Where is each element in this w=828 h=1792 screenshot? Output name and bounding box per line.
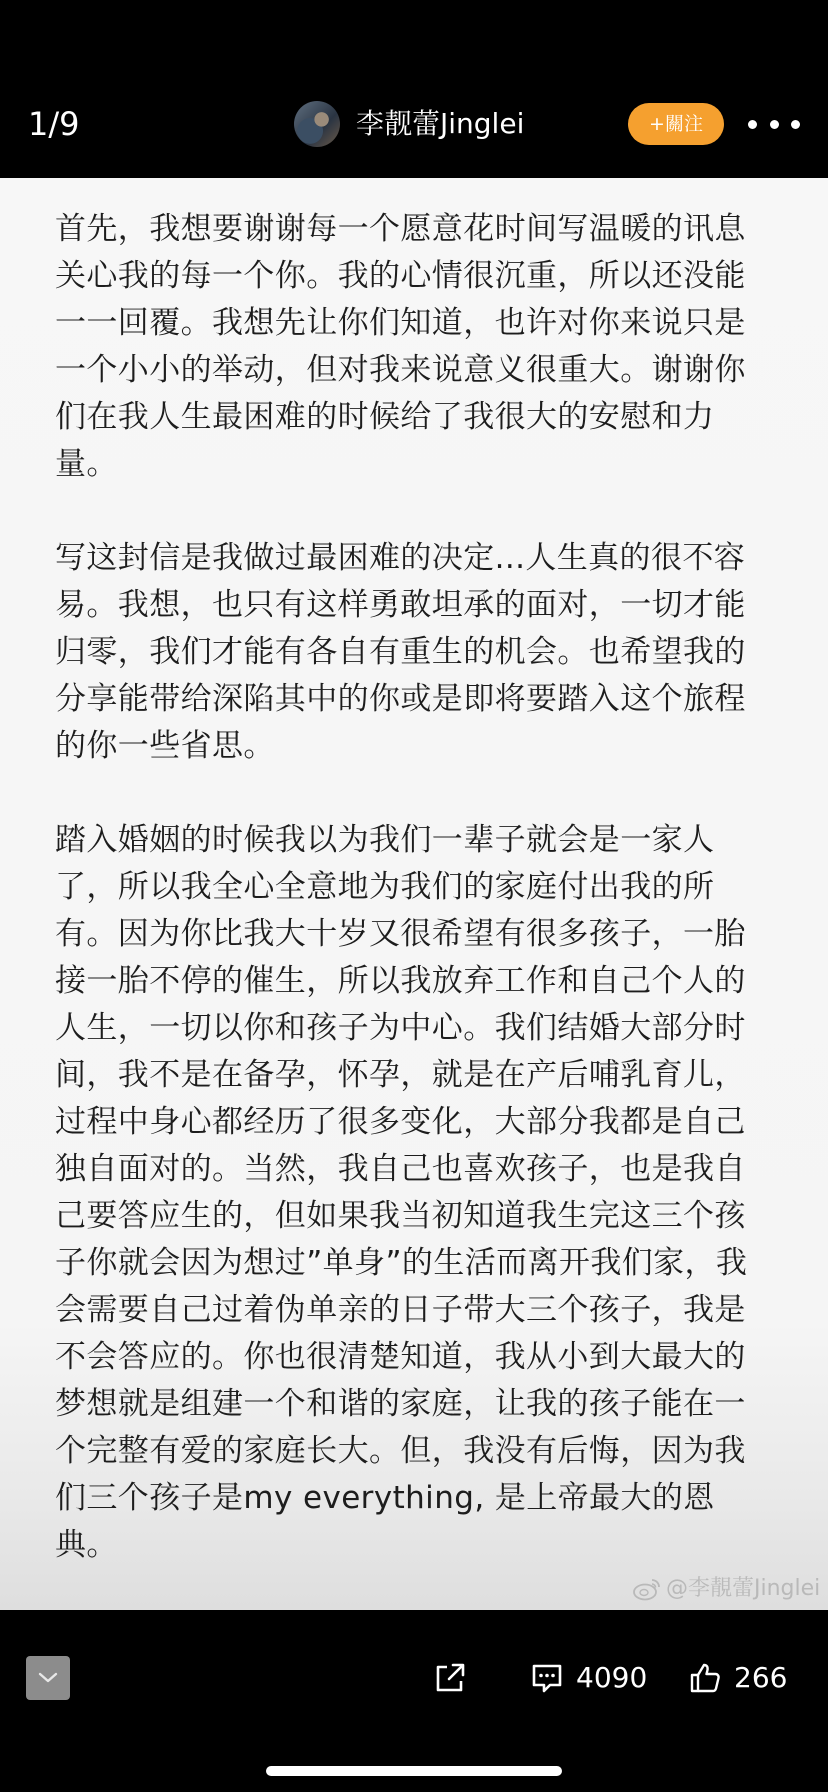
comment-count[interactable]: 4090 xyxy=(576,1661,648,1694)
top-bar xyxy=(0,0,828,178)
letter-paragraph-3: 踏入婚姻的时候我以为我们一辈子就会是一家人了，所以我全心全意地为我们的家庭付出我的所有。因为你比我大十岁又很希望有很多孩子，一胎接一胎不停的催生，所以我放弃工作和自己个人的人生，一切以你和孩子为中心。我们结婚大部分时间，我不是在备孕，怀孕，就是在产后哺乳育儿，过程中身心都经历了很多变化，大部分我都是自己独自面对的。当然，我自己也喜欢孩子，也是我自己要答应生的，但如果我当初知道我生完这三个孩子你就会因为想过”单身”的生活而离开我们家，我会需要自己过着伪单亲的日子带大三个孩子，我是不会答应的。你也很清楚知道，我从小到大最大的梦想就是组建一个和谐的家庭，让我的孩子能在一个完整有爱的家庭长大。但，我没有后悔，因为我们三个孩子是my everything, 是上帝最大的恩典。 xyxy=(55,822,748,1563)
more-dot-icon xyxy=(770,120,779,129)
share-icon xyxy=(432,1660,468,1696)
home-indicator[interactable] xyxy=(266,1766,562,1776)
username[interactable]: 李靓蕾Jinglei xyxy=(356,107,525,140)
like-count[interactable]: 266 xyxy=(734,1661,788,1694)
letter-paragraph-2: 写这封信是我做过最困难的决定...人生真的很不容易。我想，也只有这样勇敢坦承的面对，一切才能归零，我们才能有各自有重生的机会。也希望我的分享能带给深陷其中的你或是即将要踏入这个旅程的你一些省思。 xyxy=(55,540,746,764)
follow-button[interactable]: +關注 xyxy=(628,103,724,145)
more-options-button[interactable] xyxy=(748,110,800,138)
comment-button[interactable] xyxy=(530,1658,647,1698)
watermark-text: @李靚蕾Jinglei xyxy=(666,1576,821,1601)
comment-icon xyxy=(530,1661,564,1695)
image-content[interactable] xyxy=(0,178,828,1610)
weibo-logo-icon xyxy=(632,1577,662,1601)
page-counter: 1/9 xyxy=(28,105,80,143)
like-button[interactable] xyxy=(688,1658,787,1698)
bottom-bar xyxy=(0,1610,828,1792)
more-dot-icon xyxy=(791,120,800,129)
letter-text xyxy=(55,206,775,1569)
thumbs-up-icon xyxy=(688,1661,722,1695)
more-dot-icon xyxy=(748,120,757,129)
chevron-down-icon xyxy=(37,1671,59,1685)
avatar[interactable] xyxy=(294,101,340,147)
collapse-button[interactable] xyxy=(26,1656,70,1700)
letter-paragraph-1: 首先，我想要谢谢每一个愿意花时间写温暖的讯息关心我的每一个你。我的心情很沉重，所以还没能一一回覆。我想先让你们知道，也许对你来说只是一个小小的举动，但对我来说意义很重大。谢谢你们在我人生最困难的时候给了我很大的安慰和力量。 xyxy=(55,211,746,482)
watermark xyxy=(632,1574,820,1604)
user-profile-link[interactable] xyxy=(294,100,524,148)
share-button[interactable] xyxy=(432,1660,468,1696)
